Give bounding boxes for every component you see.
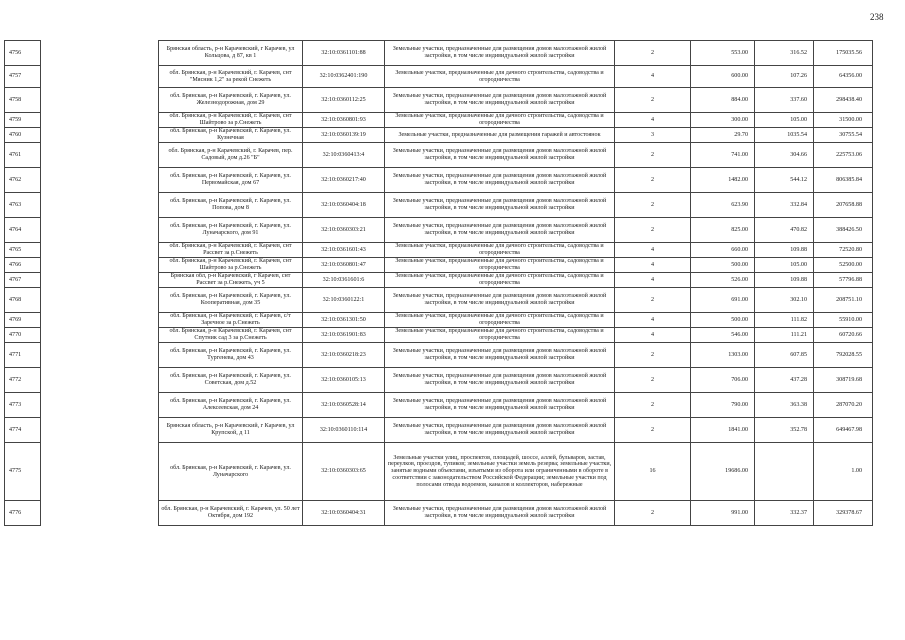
cadastral-value-cell: 30755.54: [814, 128, 873, 143]
area-cell: 884.00: [691, 88, 755, 113]
cadastral-number-cell: 32:10:0360413:4: [303, 143, 385, 168]
specific-value-cell: 607.85: [755, 343, 814, 368]
cadastral-value-cell: 329378.67: [814, 501, 873, 526]
spacer-cell: [41, 418, 159, 443]
spacer-cell: [41, 393, 159, 418]
address-cell: обл. Брянская, р-н Карачевский, г. Карачев, снт Шайтрово за р.Снежеть: [159, 258, 303, 273]
table-row: [5, 41, 873, 66]
spacer-cell: [41, 368, 159, 393]
cadastral-value-cell: 31500.00: [814, 113, 873, 128]
specific-value-cell: 1035.54: [755, 128, 814, 143]
cadastral-number-cell: 32:10:0360528:14: [303, 393, 385, 418]
cadastral-number-cell: 32:10:0360404:31: [303, 501, 385, 526]
spacer-cell: [41, 88, 159, 113]
land-use-cell: Земельные участки, предназначенные для размещения домов малоэтажной жилой застройки, в том числе индивидуальной жилой застройки: [385, 501, 615, 526]
area-cell: 790.00: [691, 393, 755, 418]
table-row: [5, 258, 873, 273]
specific-value-cell: 109.88: [755, 243, 814, 258]
cadastral-number-cell: 32:10:0361601:6: [303, 273, 385, 288]
row-number: 4767: [5, 273, 41, 288]
address-cell: обл. Брянская, р-н Карачевский, г. Карачев, пер. Садовый, дом д.26 "Б": [159, 143, 303, 168]
use-group-cell: 2: [615, 143, 691, 168]
specific-value-cell: 470.82: [755, 218, 814, 243]
row-number: 4761: [5, 143, 41, 168]
cadastral-value-cell: 57796.88: [814, 273, 873, 288]
specific-value-cell: 352.78: [755, 418, 814, 443]
table-row: [5, 418, 873, 443]
area-cell: 1482.00: [691, 168, 755, 193]
address-cell: Брянская область, р-н Карачевский, г Карачев, ул Крупской, д 11: [159, 418, 303, 443]
table-row: [5, 143, 873, 168]
cadastral-number-cell: 32:10:0361301:50: [303, 313, 385, 328]
table-row: [5, 343, 873, 368]
spacer-cell: [41, 313, 159, 328]
row-number: 4757: [5, 66, 41, 88]
cadastral-number-cell: 32:10:0361601:43: [303, 243, 385, 258]
area-cell: 825.00: [691, 218, 755, 243]
land-use-cell: Земельные участки, предназначенные для дачного строительства, садоводства и огородничества: [385, 113, 615, 128]
row-number: 4768: [5, 288, 41, 313]
use-group-cell: 2: [615, 218, 691, 243]
use-group-cell: 4: [615, 313, 691, 328]
cadastral-number-cell: 32:10:0361901:83: [303, 328, 385, 343]
spacer-cell: [41, 343, 159, 368]
use-group-cell: 2: [615, 393, 691, 418]
cadastral-value-cell: 388426.50: [814, 218, 873, 243]
land-use-cell: Земельные участки, предназначенные для дачного строительства, садоводства и огородничества: [385, 273, 615, 288]
land-use-cell: Земельные участки, предназначенные для размещения домов малоэтажной жилой застройки, в том числе индивидуальной жилой застройки: [385, 368, 615, 393]
table-row: [5, 393, 873, 418]
specific-value-cell: 316.52: [755, 41, 814, 66]
land-use-cell: Земельные участки, предназначенные для дачного строительства, садоводства и огородничества: [385, 66, 615, 88]
use-group-cell: 4: [615, 243, 691, 258]
cadastral-number-cell: 32:10:0360217:40: [303, 168, 385, 193]
area-cell: 526.00: [691, 273, 755, 288]
specific-value-cell: 332.84: [755, 193, 814, 218]
area-cell: 1841.00: [691, 418, 755, 443]
cadastral-number-cell: 32:10:0360105:13: [303, 368, 385, 393]
cadastral-value-cell: 207658.88: [814, 193, 873, 218]
cadastral-number-cell: 32:10:0360801:93: [303, 113, 385, 128]
use-group-cell: 2: [615, 168, 691, 193]
spacer-cell: [41, 328, 159, 343]
specific-value-cell: 111.21: [755, 328, 814, 343]
table-row: [5, 66, 873, 88]
table-row: [5, 193, 873, 218]
land-use-cell: Земельные участки, предназначенные для размещения домов малоэтажной жилой застройки, в том числе индивидуальной жилой застройки: [385, 168, 615, 193]
address-cell: обл. Брянская, р-н Карачевский, г. Карачев, ул. Железнодорожная, дом 29: [159, 88, 303, 113]
land-use-cell: Земельные участки улиц, проспектов, площадей, шоссе, аллей, бульваров, застав, переулков, проездов, тупиков; земельные участки земель резерва; земельные участки, занятые водными объектами, изъятыми из оборота или ограниченными в обороте в соответствии с законодательством Российской Федерации; земельные участки под полосами отвода водоемов, каналов и коллекторов, набережные: [385, 443, 615, 501]
cadastral-value-cell: 60720.66: [814, 328, 873, 343]
area-cell: 600.00: [691, 66, 755, 88]
specific-value-cell: 544.12: [755, 168, 814, 193]
land-use-cell: Земельные участки, предназначенные для размещения домов малоэтажной жилой застройки, в том числе индивидуальной жилой застройки: [385, 288, 615, 313]
specific-value-cell: 304.66: [755, 143, 814, 168]
cadastral-number-cell: 32:10:0360110:114: [303, 418, 385, 443]
cadastral-value-cell: 64356.00: [814, 66, 873, 88]
land-use-cell: Земельные участки, предназначенные для размещения домов малоэтажной жилой застройки, в том числе индивидуальной жилой застройки: [385, 143, 615, 168]
cadastral-value-cell: 72520.80: [814, 243, 873, 258]
use-group-cell: 4: [615, 258, 691, 273]
use-group-cell: 2: [615, 343, 691, 368]
use-group-cell: 4: [615, 273, 691, 288]
table-row: [5, 501, 873, 526]
spacer-cell: [41, 128, 159, 143]
address-cell: обл. Брянская, р-н Карачевский, г. Карачев, ул. Кузнечная: [159, 128, 303, 143]
address-cell: Брянская область, р-н Карачевский, г Карачев, ул Кольцова, д 87, кв 1: [159, 41, 303, 66]
land-use-cell: Земельные участки, предназначенные для дачного строительства, садоводства и огородничества: [385, 258, 615, 273]
table-row: [5, 88, 873, 113]
address-cell: обл. Брянская, р-н Карачевский, г. Карачев, ул. 50 лет Октября, дом 192: [159, 501, 303, 526]
land-use-cell: Земельные участки, предназначенные для дачного строительства, садоводства и огородничества: [385, 328, 615, 343]
cadastral-value-cell: 1.00: [814, 443, 873, 501]
specific-value-cell: 105.00: [755, 113, 814, 128]
specific-value-cell: 109.88: [755, 273, 814, 288]
row-number: 4762: [5, 168, 41, 193]
row-number: 4759: [5, 113, 41, 128]
table-row: [5, 368, 873, 393]
use-group-cell: 2: [615, 88, 691, 113]
area-cell: 706.00: [691, 368, 755, 393]
specific-value-cell: 332.37: [755, 501, 814, 526]
row-number: 4776: [5, 501, 41, 526]
address-cell: обл. Брянская, р-н Карачевский, г. Карачев, ул. Попова, дом 8: [159, 193, 303, 218]
use-group-cell: 16: [615, 443, 691, 501]
address-cell: обл. Брянская, р-н Карачевский, г. Карачев, снт "Мясник 1,2" за рекой Снежеть: [159, 66, 303, 88]
use-group-cell: 4: [615, 113, 691, 128]
table-row: [5, 443, 873, 501]
cadastral-number-cell: 32:10:0360303:21: [303, 218, 385, 243]
spacer-cell: [41, 193, 159, 218]
cadastral-number-cell: 32:10:0362401:190: [303, 66, 385, 88]
row-number: 4764: [5, 218, 41, 243]
cadastral-value-cell: 308719.68: [814, 368, 873, 393]
table-row: [5, 273, 873, 288]
cadastral-value-cell: 298438.40: [814, 88, 873, 113]
spacer-cell: [41, 113, 159, 128]
page-number: 238: [870, 12, 884, 22]
spacer-cell: [41, 273, 159, 288]
land-use-cell: Земельные участки, предназначенные для размещения домов малоэтажной жилой застройки, в том числе индивидуальной жилой застройки: [385, 193, 615, 218]
area-cell: 741.00: [691, 143, 755, 168]
row-number: 4758: [5, 88, 41, 113]
area-cell: 300.00: [691, 113, 755, 128]
cadastral-value-cell: 175035.56: [814, 41, 873, 66]
spacer-cell: [41, 443, 159, 501]
row-number: 4765: [5, 243, 41, 258]
land-use-cell: Земельные участки, предназначенные для размещения домов малоэтажной жилой застройки, в том числе индивидуальной жилой застройки: [385, 41, 615, 66]
use-group-cell: 2: [615, 193, 691, 218]
spacer-cell: [41, 168, 159, 193]
row-number: 4769: [5, 313, 41, 328]
cadastral-value-table: [4, 40, 873, 526]
row-number: 4763: [5, 193, 41, 218]
cadastral-value-cell: 287070.20: [814, 393, 873, 418]
use-group-cell: 4: [615, 328, 691, 343]
address-cell: обл. Брянская, р-н Карачевский, г. Карачев, ул. Тургенева, дом 43: [159, 343, 303, 368]
specific-value-cell: 107.26: [755, 66, 814, 88]
use-group-cell: 3: [615, 128, 691, 143]
land-use-cell: Земельные участки, предназначенные для дачного строительства, садоводства и огородничества: [385, 243, 615, 258]
area-cell: 546.00: [691, 328, 755, 343]
area-cell: 500.00: [691, 258, 755, 273]
cadastral-value-cell: 649467.98: [814, 418, 873, 443]
address-cell: обл. Брянская, р-н Карачевский, г. Карачев, ул. Советская, дом д.52: [159, 368, 303, 393]
row-number: 4766: [5, 258, 41, 273]
address-cell: Брянская обл, р-н Карачевский, г Карачев, снт Рассвет за р.Снежеть, уч 5: [159, 273, 303, 288]
use-group-cell: 2: [615, 501, 691, 526]
cadastral-number-cell: 32:10:0360218:23: [303, 343, 385, 368]
land-use-cell: Земельные участки, предназначенные для дачного строительства, садоводства и огородничества: [385, 313, 615, 328]
use-group-cell: 2: [615, 368, 691, 393]
table-row: [5, 168, 873, 193]
cadastral-number-cell: 32:10:0360404:18: [303, 193, 385, 218]
area-cell: 991.00: [691, 501, 755, 526]
address-cell: обл. Брянская, р-н Карачевский, г. Карачев, снт Рассвет за р.Снежеть: [159, 243, 303, 258]
address-cell: обл. Брянская, р-н Карачевский, г. Карачев, снт Шайтрово за р.Снежеть: [159, 113, 303, 128]
row-number: 4774: [5, 418, 41, 443]
area-cell: 660.00: [691, 243, 755, 258]
spacer-cell: [41, 41, 159, 66]
area-cell: 553.00: [691, 41, 755, 66]
spacer-cell: [41, 288, 159, 313]
specific-value-cell: 363.38: [755, 393, 814, 418]
table-row: [5, 328, 873, 343]
cadastral-value-cell: 792028.55: [814, 343, 873, 368]
spacer-cell: [41, 66, 159, 88]
specific-value-cell: 337.60: [755, 88, 814, 113]
row-number: 4771: [5, 343, 41, 368]
spacer-cell: [41, 218, 159, 243]
address-cell: обл. Брянская, р-н Карачевский, г. Карачев, ул. Луначарского: [159, 443, 303, 501]
specific-value-cell: 302.10: [755, 288, 814, 313]
use-group-cell: 2: [615, 41, 691, 66]
specific-value-cell: 111.82: [755, 313, 814, 328]
address-cell: обл. Брянская, р-н Карачевский, г. Карачев, ул. Луначарского, дом 91: [159, 218, 303, 243]
area-cell: 19686.00: [691, 443, 755, 501]
specific-value-cell: 105.00: [755, 258, 814, 273]
cadastral-value-cell: 55910.00: [814, 313, 873, 328]
cadastral-number-cell: 32:10:0360112:25: [303, 88, 385, 113]
specific-value-cell: [755, 443, 814, 501]
area-cell: 29.70: [691, 128, 755, 143]
cadastral-number-cell: 32:10:0360303:65: [303, 443, 385, 501]
address-cell: обл. Брянская, р-н Карачевский, г. Карачев, снт Спутник сад 3 за р.Снежеть: [159, 328, 303, 343]
cadastral-value-cell: 52500.00: [814, 258, 873, 273]
specific-value-cell: 437.28: [755, 368, 814, 393]
area-cell: 500.00: [691, 313, 755, 328]
row-number: 4770: [5, 328, 41, 343]
spacer-cell: [41, 258, 159, 273]
row-number: 4760: [5, 128, 41, 143]
land-use-cell: Земельные участки, предназначенные для размещения домов малоэтажной жилой застройки, в том числе индивидуальной жилой застройки: [385, 343, 615, 368]
row-number: 4773: [5, 393, 41, 418]
spacer-cell: [41, 243, 159, 258]
address-cell: обл. Брянская, р-н Карачевский, г. Карачев, ул. Кооперативная, дом 35: [159, 288, 303, 313]
spacer-cell: [41, 501, 159, 526]
table-body: [5, 41, 873, 526]
land-use-cell: Земельные участки, предназначенные для размещения домов малоэтажной жилой застройки, в том числе индивидуальной жилой застройки: [385, 418, 615, 443]
table-row: [5, 128, 873, 143]
table-row: [5, 313, 873, 328]
row-number: 4775: [5, 443, 41, 501]
area-cell: 691.00: [691, 288, 755, 313]
table-row: [5, 243, 873, 258]
use-group-cell: 2: [615, 288, 691, 313]
address-cell: обл. Брянская, р-н Карачевский, г. Карачев, ул. Первомайская, дом 67: [159, 168, 303, 193]
land-use-cell: Земельные участки, предназначенные для размещения гаражей и автостоянок: [385, 128, 615, 143]
address-cell: обл. Брянская, р-н Карачевский, г. Карачев, ул. Алексеевская, дом 24: [159, 393, 303, 418]
table-row: [5, 288, 873, 313]
cadastral-value-cell: 806385.84: [814, 168, 873, 193]
use-group-cell: 4: [615, 66, 691, 88]
cadastral-value-cell: 225753.06: [814, 143, 873, 168]
land-use-cell: Земельные участки, предназначенные для размещения домов малоэтажной жилой застройки, в том числе индивидуальной жилой застройки: [385, 218, 615, 243]
row-number: 4756: [5, 41, 41, 66]
row-number: 4772: [5, 368, 41, 393]
cadastral-number-cell: 32:10:0360801:47: [303, 258, 385, 273]
cadastral-value-cell: 208751.10: [814, 288, 873, 313]
cadastral-number-cell: 32:10:0360122:1: [303, 288, 385, 313]
table-row: [5, 218, 873, 243]
land-use-cell: Земельные участки, предназначенные для размещения домов малоэтажной жилой застройки, в том числе индивидуальной жилой застройки: [385, 88, 615, 113]
table-row: [5, 113, 873, 128]
area-cell: 623.90: [691, 193, 755, 218]
cadastral-number-cell: 32:10:0360139:19: [303, 128, 385, 143]
land-use-cell: Земельные участки, предназначенные для размещения домов малоэтажной жилой застройки, в том числе индивидуальной жилой застройки: [385, 393, 615, 418]
spacer-cell: [41, 143, 159, 168]
use-group-cell: 2: [615, 418, 691, 443]
address-cell: обл. Брянская, р-н Карачевский, г. Карачев, с/т Заречное за р.Снежеть: [159, 313, 303, 328]
cadastral-number-cell: 32:10:0361101:88: [303, 41, 385, 66]
area-cell: 1303.00: [691, 343, 755, 368]
